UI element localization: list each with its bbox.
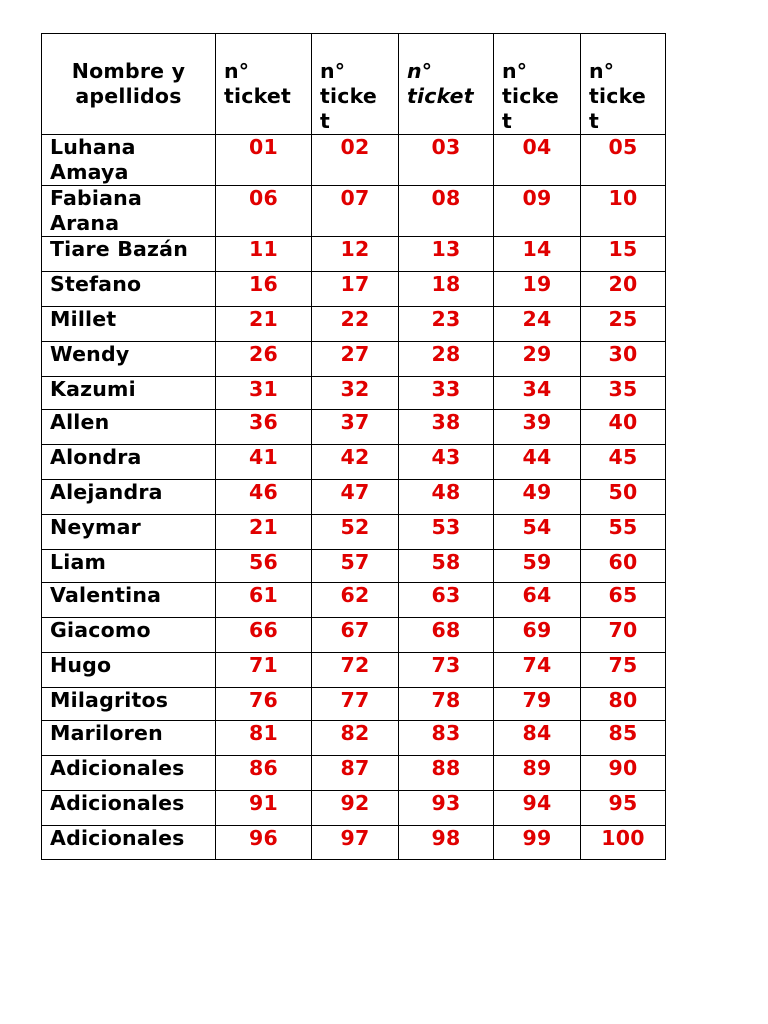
ticket-number-cell: 07	[312, 186, 399, 237]
ticket-number-cell: 03	[399, 135, 494, 186]
header-ticket-5	[581, 34, 666, 135]
row-name-cell: Adicionales	[42, 756, 216, 791]
ticket-number-cell: 21	[216, 307, 312, 342]
table-row	[42, 826, 666, 860]
ticket-number-cell: 60	[581, 550, 666, 583]
ticket-number-cell: 21	[216, 515, 312, 550]
ticket-number-cell: 37	[312, 410, 399, 445]
ticket-number-cell: 68	[399, 618, 494, 653]
ticket-number-cell: 63	[399, 583, 494, 618]
ticket-number-cell: 47	[312, 480, 399, 515]
ticket-number-cell: 13	[399, 237, 494, 272]
ticket-number-cell: 29	[494, 342, 581, 377]
table-row	[42, 480, 666, 515]
table-row	[42, 653, 666, 688]
ticket-number-cell: 96	[216, 826, 312, 860]
ticket-number-cell: 74	[494, 653, 581, 688]
row-name-cell: Milagritos	[42, 688, 216, 721]
ticket-number-cell: 44	[494, 445, 581, 480]
row-name-cell: Millet	[42, 307, 216, 342]
ticket-number-cell: 34	[494, 377, 581, 410]
ticket-number-cell: 42	[312, 445, 399, 480]
ticket-number-cell: 04	[494, 135, 581, 186]
ticket-number-cell: 59	[494, 550, 581, 583]
ticket-number-cell: 54	[494, 515, 581, 550]
ticket-number-cell: 14	[494, 237, 581, 272]
ticket-number-cell: 36	[216, 410, 312, 445]
table-row	[42, 135, 666, 186]
ticket-number-cell: 81	[216, 721, 312, 756]
ticket-number-cell: 75	[581, 653, 666, 688]
ticket-number-cell: 09	[494, 186, 581, 237]
ticket-number-cell: 55	[581, 515, 666, 550]
ticket-number-cell: 40	[581, 410, 666, 445]
ticket-number-cell: 53	[399, 515, 494, 550]
ticket-number-cell: 22	[312, 307, 399, 342]
ticket-number-cell: 11	[216, 237, 312, 272]
ticket-number-cell: 89	[494, 756, 581, 791]
row-name-cell: Adicionales	[42, 826, 216, 860]
table-row	[42, 791, 666, 826]
ticket-number-cell: 85	[581, 721, 666, 756]
table-row	[42, 342, 666, 377]
ticket-number-cell: 38	[399, 410, 494, 445]
table-row	[42, 515, 666, 550]
ticket-number-cell: 45	[581, 445, 666, 480]
ticket-number-cell: 46	[216, 480, 312, 515]
header-ticket-2-text: n° ticke t	[320, 59, 377, 133]
ticket-number-cell: 80	[581, 688, 666, 721]
ticket-number-cell: 99	[494, 826, 581, 860]
ticket-number-cell: 08	[399, 186, 494, 237]
header-ticket-3	[399, 34, 494, 135]
ticket-number-cell: 43	[399, 445, 494, 480]
header-ticket-4-text: n° ticke t	[502, 59, 559, 133]
row-name-cell: Giacomo	[42, 618, 216, 653]
ticket-number-cell: 16	[216, 272, 312, 307]
ticket-number-cell: 10	[581, 186, 666, 237]
ticket-number-cell: 92	[312, 791, 399, 826]
header-ticket-1	[216, 34, 312, 135]
header-ticket-5-text: n° ticke t	[589, 59, 646, 133]
ticket-number-cell: 83	[399, 721, 494, 756]
row-name-cell: Adicionales	[42, 791, 216, 826]
ticket-number-cell: 67	[312, 618, 399, 653]
ticket-number-cell: 52	[312, 515, 399, 550]
ticket-number-cell: 41	[216, 445, 312, 480]
row-name-cell: Neymar	[42, 515, 216, 550]
ticket-number-cell: 01	[216, 135, 312, 186]
ticket-number-cell: 48	[399, 480, 494, 515]
row-name-cell: Luhana Amaya	[42, 135, 216, 186]
table-body	[42, 135, 666, 860]
ticket-number-cell: 97	[312, 826, 399, 860]
table-row	[42, 410, 666, 445]
ticket-number-cell: 39	[494, 410, 581, 445]
header-ticket-2	[312, 34, 399, 135]
header-ticket-4	[494, 34, 581, 135]
ticket-number-cell: 76	[216, 688, 312, 721]
ticket-number-cell: 84	[494, 721, 581, 756]
header-ticket-1-text: n° ticket	[224, 59, 291, 108]
ticket-number-cell: 23	[399, 307, 494, 342]
ticket-number-cell: 35	[581, 377, 666, 410]
row-name-cell: Alejandra	[42, 480, 216, 515]
ticket-number-cell: 61	[216, 583, 312, 618]
ticket-number-cell: 77	[312, 688, 399, 721]
ticket-number-cell: 86	[216, 756, 312, 791]
row-name-cell: Liam	[42, 550, 216, 583]
ticket-number-cell: 69	[494, 618, 581, 653]
ticket-number-cell: 28	[399, 342, 494, 377]
ticket-number-cell: 78	[399, 688, 494, 721]
ticket-number-cell: 58	[399, 550, 494, 583]
ticket-number-cell: 17	[312, 272, 399, 307]
ticket-number-cell: 90	[581, 756, 666, 791]
table-row	[42, 756, 666, 791]
ticket-number-cell: 91	[216, 791, 312, 826]
ticket-number-cell: 93	[399, 791, 494, 826]
ticket-number-cell: 56	[216, 550, 312, 583]
ticket-number-cell: 18	[399, 272, 494, 307]
ticket-number-cell: 27	[312, 342, 399, 377]
ticket-number-cell: 66	[216, 618, 312, 653]
ticket-number-cell: 05	[581, 135, 666, 186]
ticket-number-cell: 79	[494, 688, 581, 721]
table-row	[42, 618, 666, 653]
header-name-line2: apellidos	[75, 84, 182, 108]
row-name-cell: Fabiana Arana	[42, 186, 216, 237]
row-name-cell: Alondra	[42, 445, 216, 480]
ticket-number-cell: 15	[581, 237, 666, 272]
ticket-number-cell: 100	[581, 826, 666, 860]
header-row	[42, 34, 666, 135]
header-name-line1: Nombre y	[71, 59, 186, 83]
table-row	[42, 445, 666, 480]
ticket-number-cell: 88	[399, 756, 494, 791]
header-name	[42, 34, 216, 135]
table-row	[42, 186, 666, 237]
ticket-number-cell: 70	[581, 618, 666, 653]
ticket-number-cell: 26	[216, 342, 312, 377]
ticket-number-cell: 30	[581, 342, 666, 377]
row-name-cell: Tiare Bazán	[42, 237, 216, 272]
header-ticket-3-text: n° ticket	[407, 59, 474, 108]
table-row	[42, 688, 666, 721]
ticket-number-cell: 19	[494, 272, 581, 307]
row-name-cell: Hugo	[42, 653, 216, 688]
ticket-number-cell: 31	[216, 377, 312, 410]
ticket-number-cell: 73	[399, 653, 494, 688]
ticket-number-cell: 72	[312, 653, 399, 688]
table-row	[42, 721, 666, 756]
ticket-number-cell: 32	[312, 377, 399, 410]
row-name-cell: Kazumi	[42, 377, 216, 410]
ticket-number-cell: 95	[581, 791, 666, 826]
ticket-number-cell: 24	[494, 307, 581, 342]
ticket-number-cell: 12	[312, 237, 399, 272]
ticket-number-cell: 57	[312, 550, 399, 583]
ticket-number-cell: 02	[312, 135, 399, 186]
ticket-number-cell: 25	[581, 307, 666, 342]
ticket-number-cell: 87	[312, 756, 399, 791]
table-row	[42, 550, 666, 583]
table-row	[42, 307, 666, 342]
row-name-cell: Mariloren	[42, 721, 216, 756]
table-row	[42, 377, 666, 410]
row-name-cell: Valentina	[42, 583, 216, 618]
ticket-number-cell: 71	[216, 653, 312, 688]
row-name-cell: Allen	[42, 410, 216, 445]
ticket-number-cell: 33	[399, 377, 494, 410]
ticket-number-cell: 50	[581, 480, 666, 515]
ticket-number-cell: 82	[312, 721, 399, 756]
table-row	[42, 583, 666, 618]
ticket-number-cell: 49	[494, 480, 581, 515]
ticket-number-cell: 98	[399, 826, 494, 860]
ticket-number-cell: 62	[312, 583, 399, 618]
ticket-number-cell: 20	[581, 272, 666, 307]
row-name-cell: Wendy	[42, 342, 216, 377]
ticket-number-cell: 94	[494, 791, 581, 826]
row-name-cell: Stefano	[42, 272, 216, 307]
table-row	[42, 237, 666, 272]
ticket-number-cell: 64	[494, 583, 581, 618]
ticket-table	[41, 33, 666, 860]
ticket-number-cell: 06	[216, 186, 312, 237]
ticket-number-cell: 65	[581, 583, 666, 618]
table-row	[42, 272, 666, 307]
